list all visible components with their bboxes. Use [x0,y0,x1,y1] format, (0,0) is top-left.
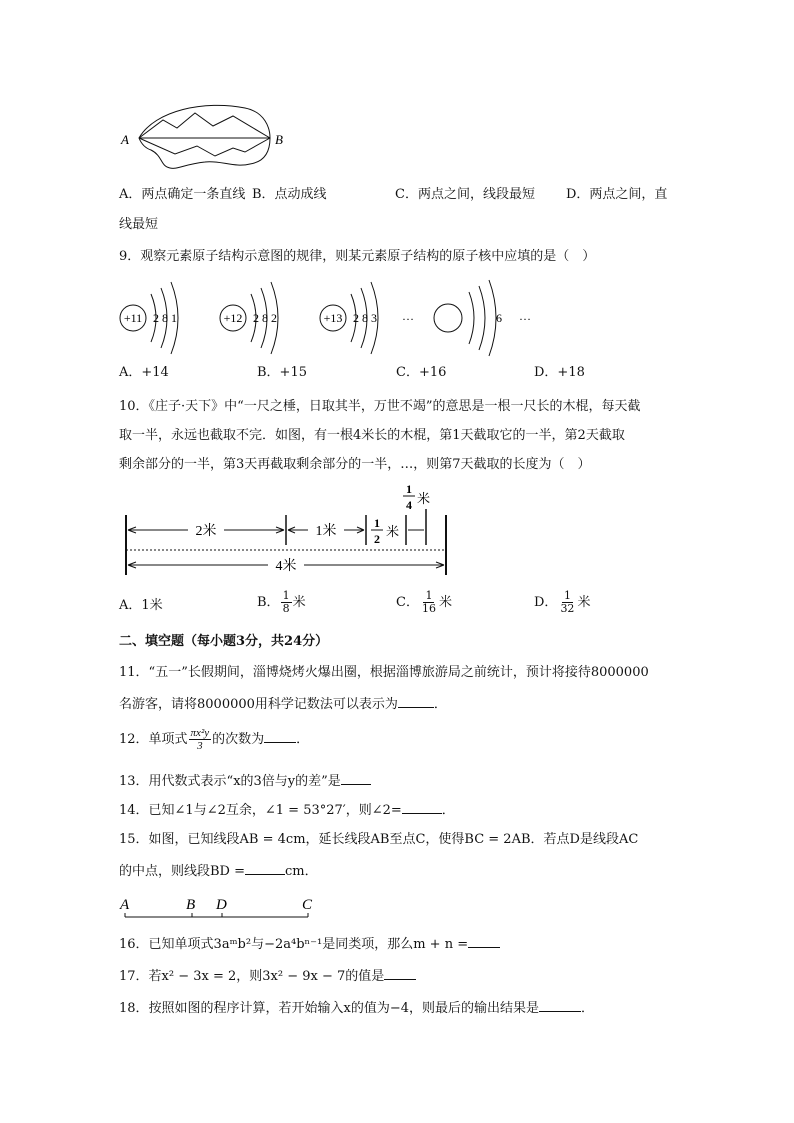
q15-point-d: D [216,897,227,913]
q8-point-b-label: B [275,132,283,147]
q10-option-b-fraction: $\frac{1}{8}$ [282,589,290,615]
q11-stem-line-2: 名游客，请将8000000用科学记数法可以表示为 ． [119,697,447,712]
q11-answer-blank[interactable] [398,695,434,708]
q10-stem-line-3: 剩余部分的一半，第3天再截取剩余部分的一半，…，则第7天截取的长度为（ ） [119,457,591,472]
q10-option-d-fraction: $\frac{1}{32}$ [560,589,575,615]
q9-atom-2-nucleus: +12 [223,311,243,325]
q9-atom-1-nucleus: +11 [123,311,143,325]
q9-atom-3-nucleus: +13 [323,311,343,325]
svg-text:1: 1 [374,516,380,530]
svg-text:2: 2 [374,532,380,546]
q9-option-a: A．+14 [119,365,169,380]
q8-figure [115,98,295,176]
q9-atom-diagrams [115,278,555,358]
svg-text:米: 米 [386,524,400,539]
q9-atom-1-shells: 2 8 1 [153,311,177,325]
q12-answer-blank[interactable] [264,730,296,743]
q13-stem: 13．用代数式表示“x的3倍与y的差”是 [119,772,371,791]
q9-option-b: B．+15 [257,365,307,380]
q18-answer-blank[interactable] [539,999,581,1012]
q9-atom-4 [434,280,502,356]
q12-fraction: $\frac{\text{πx²y}}{3}$ [190,727,210,752]
q17-answer-blank[interactable] [384,967,416,980]
q13-answer-blank[interactable] [341,772,371,785]
q8-option-c: C．两点之间，线段最短 [395,187,535,202]
q15-point-a: A [120,897,130,913]
q8-option-d-continued: 线最短 [119,217,159,232]
q11-stem-line-1: 11．“五一”长假期间，淄博烧烤火爆出圈，根据淄博旅游局之前统计，预计将接待8000000 [119,665,649,680]
q8-option-b: B．点动成线 [252,187,327,202]
q9-atom-3 [320,282,378,354]
q10-stick-figure [120,483,450,578]
q9-ellipsis-1: … [402,309,414,323]
q8-zigzag-top [139,113,270,138]
q10-option-b: B． $\frac{1}{8}$ 米 [257,589,306,615]
q8-option-d: D．两点之间，直 [566,187,668,202]
q8-zigzag-bottom [139,138,270,156]
q10-total-label: 4米 [275,559,297,574]
q9-stem: 9．观察元素原子结构示意图的规律，则某元素原子结构的原子核中应填的是（ ） [119,249,596,264]
q9-atom-2-shells: 2 8 2 [253,311,277,325]
q16-answer-blank[interactable] [468,935,500,948]
q10-seg-2m-label: 2米 [195,524,217,539]
q15-stem-line-2: 的中点，则线段BD = cm． [119,864,318,879]
q15-segment-figure [118,893,328,923]
q17-stem: 17．若x² − 3x = 2，则3x² − 9x − 7的值是 [119,967,416,986]
q10-seg-half-m [371,516,399,546]
q10-stem-line-1: 10．《庄子·天下》中“一尺之棰，日取其半，万世不竭”的意思是一根一尺长的木棍，每天截 [119,399,641,414]
svg-text:1: 1 [406,483,412,496]
q10-stem-line-2: 取一半，永远也截取不完．如图，有一根4米长的木棍，第1天截取它的一半，第2天截取 [119,428,625,443]
q10-option-a: A．1米 [119,598,163,613]
q9-atom-3-shells: 2 8 3 [353,311,377,325]
q14-answer-blank[interactable] [402,801,442,814]
q8-outline [139,105,270,168]
q10-seg-1m [288,521,364,539]
q14-stem: 14．已知∠1与∠2互余，∠1 = 53°27′，则∠2= ． [119,803,455,818]
q10-seg-1m-label: 1米 [315,524,337,539]
q8-point-a-label: A [121,132,129,147]
q16-stem: 16．已知单项式3aᵐb²与−2a⁴bⁿ⁻¹是同类项，那么m + n = [119,935,500,954]
svg-text:4: 4 [406,498,412,512]
q15-stem-line-1: 15．如图，已知线段AB = 4cm，延长线段AB至点C，使得BC = 2AB．若点D是线段AC [119,832,639,847]
q9-option-d: D．+18 [534,365,585,380]
svg-text:米: 米 [417,491,431,506]
section-2-title: 二、填空题（每小题3分，共24分） [119,634,329,649]
q15-answer-blank[interactable] [245,862,285,875]
q9-option-c: C．+16 [396,365,447,380]
q12-stem: 12．单项式 $\frac{\text{πx²y}}{3}$ 的次数为 ． [119,727,310,752]
q8-option-a: A．两点确定一条直线 [119,187,246,202]
q10-option-d: D． $\frac{1}{32}$ 米 [534,589,591,615]
q15-point-b: B [186,897,196,913]
q9-atom-4-shells: 6 [496,311,502,325]
q9-atom-1 [120,282,178,354]
q9-ellipsis-2: … [519,309,531,323]
q10-seg-2m [128,521,284,539]
q10-total-4m [128,556,444,574]
q10-option-c: C． $\frac{1}{16}$ 米 [396,589,452,615]
q10-option-c-fraction: $\frac{1}{16}$ [421,589,436,615]
q18-stem: 18．按照如图的程序计算，若开始输入x的值为−4，则最后的输出结果是 ． [119,1001,595,1016]
q9-atom-2 [220,282,278,354]
q15-point-c: C [302,897,313,913]
